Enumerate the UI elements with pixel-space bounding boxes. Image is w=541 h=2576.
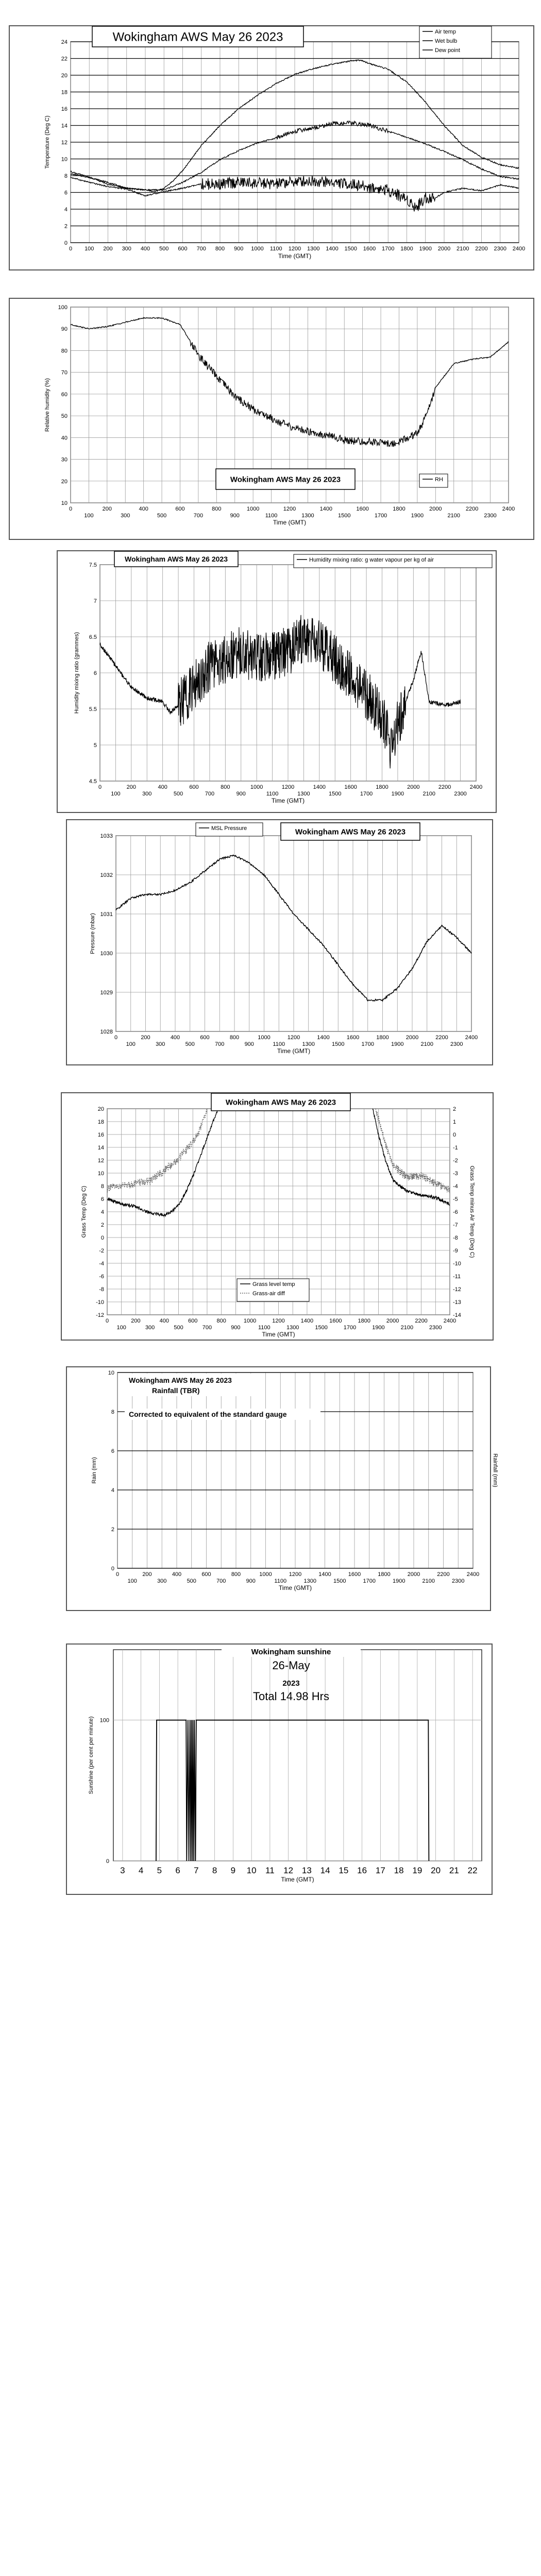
x-tick-label: 1600: [363, 246, 376, 252]
y-axis-label: Grass Temp (Deg C): [81, 1185, 87, 1238]
x-tick-label: 0: [114, 1035, 118, 1041]
x-tick-label: 2400: [443, 1318, 457, 1324]
x-tick-label: 1500: [332, 1041, 345, 1047]
x-tick-label: 1100: [266, 791, 279, 797]
mixing-ratio-chart-panel: [57, 550, 497, 813]
x-tick-label: 800: [229, 1035, 240, 1041]
y-tick-label: 8: [111, 1409, 114, 1415]
y-right-tick-label: -5: [453, 1196, 458, 1202]
x-tick-label: 1400: [313, 784, 326, 790]
x-tick-label: 2400: [469, 784, 483, 790]
y-tick-label: 2: [111, 1527, 114, 1533]
legend-label: RH: [435, 477, 443, 483]
y-tick-label: 30: [61, 456, 67, 463]
x-tick-label: 15: [339, 1866, 349, 1875]
x-tick-label: 2300: [429, 1325, 442, 1331]
x-tick-label: 1900: [419, 246, 432, 252]
x-tick-label: 1500: [333, 1578, 346, 1584]
x-tick-label: 2300: [484, 513, 497, 519]
x-axis-label: Time (GMT): [262, 1331, 295, 1338]
chart-annotation: Corrected to equivalent of the standard gauge: [129, 1410, 287, 1418]
x-tick-label: 2100: [447, 513, 460, 519]
x-tick-label: 100: [84, 513, 94, 519]
y-tick-label: 0: [106, 1858, 109, 1865]
x-axis-label: Time (GMT): [273, 519, 307, 526]
y-tick-label: 1031: [100, 911, 113, 918]
x-tick-label: 2300: [452, 1578, 465, 1584]
x-tick-label: 1400: [319, 506, 333, 512]
x-tick-label: 1200: [283, 506, 296, 512]
x-tick-label: 1000: [250, 784, 263, 790]
y-tick-label: 1029: [100, 990, 113, 996]
y-tick-label: 20: [61, 73, 67, 79]
x-tick-label: 1200: [281, 784, 295, 790]
y-tick-label: 100: [58, 304, 67, 311]
x-tick-label: 500: [174, 1325, 183, 1331]
x-tick-label: 1100: [269, 246, 282, 252]
x-tick-label: 400: [159, 1318, 170, 1324]
x-tick-label: 2400: [465, 1035, 478, 1041]
x-tick-label: 700: [205, 791, 215, 797]
y-tick-label: 22: [61, 56, 67, 62]
y-tick-label: 6.5: [89, 634, 97, 640]
x-tick-label: 200: [102, 506, 112, 512]
y-tick-label: 1032: [100, 872, 113, 878]
x-axis-label: Time (GMT): [277, 1047, 311, 1055]
x-tick-label: 1300: [307, 246, 320, 252]
x-tick-label: 1700: [363, 1578, 376, 1584]
x-tick-label: 600: [175, 506, 185, 512]
x-tick-label: 200: [141, 1035, 150, 1041]
x-tick-label: 600: [189, 784, 199, 790]
x-tick-label: 1300: [297, 791, 310, 797]
x-tick-label: 20: [431, 1866, 441, 1875]
x-tick-label: 2200: [437, 1571, 450, 1578]
y-axis-label: Relative humidity (%): [44, 378, 50, 432]
y-tick-label: 10: [97, 1171, 104, 1177]
x-axis-label: Time (GMT): [281, 1876, 314, 1883]
x-tick-label: 11: [265, 1866, 275, 1875]
x-tick-label: 1100: [258, 1325, 270, 1331]
legend-label: Wet bulb: [435, 38, 458, 44]
x-tick-label: 2000: [386, 1318, 399, 1324]
legend-label: Air temp: [435, 29, 456, 35]
x-tick-label: 9: [230, 1866, 236, 1875]
x-tick-label: 400: [139, 506, 148, 512]
x-tick-label: 2000: [437, 246, 451, 252]
chart-title: Wokingham AWS May 26 2023: [295, 827, 406, 837]
y-tick-label: 8: [100, 1183, 104, 1190]
x-tick-label: 1000: [243, 1318, 257, 1324]
x-tick-label: 900: [234, 246, 244, 252]
x-tick-label: 600: [201, 1571, 211, 1578]
y-right-tick-label: 0: [453, 1132, 457, 1138]
x-tick-label: 10: [246, 1866, 257, 1875]
y-tick-label: -6: [99, 1274, 104, 1280]
sunshine-chart: [67, 1645, 492, 1894]
x-tick-label: 300: [145, 1325, 155, 1331]
x-tick-label: 1800: [358, 1318, 370, 1324]
y-right-tick-label: -13: [453, 1299, 461, 1306]
y-right-axis-label: Grass Temp minus Air Temp (Deg C): [469, 1165, 475, 1258]
y-tick-label: -12: [96, 1312, 104, 1318]
x-tick-label: 800: [215, 246, 225, 252]
x-tick-label: 400: [170, 1035, 180, 1041]
temperature-chart: [10, 26, 533, 269]
x-tick-label: 200: [142, 1571, 152, 1578]
x-tick-label: 1500: [338, 513, 351, 519]
x-tick-label: 900: [246, 1578, 256, 1584]
x-tick-label: 1600: [346, 1035, 360, 1041]
x-tick-label: 1200: [288, 246, 301, 252]
chart-title: Wokingham AWS May 26 2023: [225, 1098, 336, 1107]
humidity-chart: [10, 299, 533, 539]
x-tick-label: 900: [236, 791, 246, 797]
y-tick-label: 0: [64, 240, 67, 246]
y-right-tick-label: -1: [453, 1145, 458, 1151]
x-tick-label: 5: [157, 1866, 162, 1875]
x-tick-label: 200: [103, 246, 113, 252]
y-tick-label: 1033: [100, 833, 113, 839]
chart-subtitle: Rainfall (TBR): [152, 1386, 200, 1395]
x-tick-label: 1300: [301, 513, 314, 519]
x-tick-label: 1900: [393, 1578, 405, 1584]
y-right-tick-label: -12: [453, 1286, 461, 1293]
x-tick-label: 100: [127, 1578, 137, 1584]
x-tick-label: 100: [116, 1325, 126, 1331]
x-tick-label: 400: [172, 1571, 182, 1578]
date-label: 26-May: [272, 1659, 310, 1672]
x-tick-label: 500: [159, 246, 169, 252]
x-tick-label: 2200: [438, 784, 451, 790]
x-tick-label: 300: [156, 1041, 165, 1047]
x-tick-label: 1500: [344, 246, 357, 252]
pressure-chart-panel: [66, 819, 493, 1065]
x-tick-label: 1300: [286, 1325, 299, 1331]
x-tick-label: 900: [244, 1041, 254, 1047]
x-tick-label: 2200: [475, 246, 488, 252]
x-tick-label: 2400: [466, 1571, 480, 1578]
y-tick-label: 6: [93, 670, 97, 676]
y-tick-label: 50: [61, 413, 67, 420]
x-tick-label: 1200: [272, 1318, 285, 1324]
x-tick-label: 200: [131, 1318, 141, 1324]
x-tick-label: 1500: [315, 1325, 328, 1331]
y-right-tick-label: -2: [453, 1158, 458, 1164]
pressure-chart: [67, 820, 492, 1064]
x-tick-label: 2100: [420, 1041, 433, 1047]
x-tick-label: 1200: [287, 1035, 300, 1041]
x-tick-label: 2000: [407, 784, 420, 790]
x-tick-label: 500: [185, 1041, 195, 1047]
y-tick-label: -2: [99, 1248, 104, 1254]
x-tick-label: 1900: [391, 1041, 404, 1047]
x-tick-label: 800: [231, 1571, 241, 1578]
x-tick-label: 800: [221, 784, 230, 790]
y-tick-label: 6: [111, 1448, 114, 1454]
y-tick-label: 1030: [100, 951, 113, 957]
x-tick-label: 1400: [317, 1035, 330, 1041]
x-tick-label: 700: [196, 246, 206, 252]
humidity-chart-panel: [9, 298, 534, 540]
x-tick-label: 2300: [454, 791, 467, 797]
y-tick-label: 70: [61, 369, 67, 376]
x-tick-label: 1000: [259, 1571, 272, 1578]
x-tick-label: 18: [394, 1866, 404, 1875]
x-tick-label: 0: [69, 506, 73, 512]
x-tick-label: 500: [187, 1578, 196, 1584]
y-tick-label: 10: [61, 156, 67, 163]
y-tick-label: 20: [61, 478, 67, 485]
x-tick-label: 7: [194, 1866, 199, 1875]
x-tick-label: 1700: [361, 1041, 374, 1047]
x-tick-label: 1600: [329, 1318, 342, 1324]
x-axis-label: Time (GMT): [271, 797, 305, 804]
x-tick-label: 600: [178, 246, 188, 252]
x-tick-label: 1200: [289, 1571, 302, 1578]
x-tick-label: 1900: [411, 513, 424, 519]
y-tick-label: 6: [64, 190, 67, 196]
y-tick-label: 80: [61, 348, 67, 354]
x-tick-label: 1300: [303, 1578, 316, 1584]
y-tick-label: 16: [97, 1132, 104, 1138]
x-tick-label: 600: [188, 1318, 198, 1324]
y-tick-label: 90: [61, 326, 67, 333]
legend-label: MSL Pressure: [211, 825, 247, 832]
x-tick-label: 1500: [329, 791, 342, 797]
x-tick-label: 0: [69, 246, 73, 252]
x-tick-label: 1300: [302, 1041, 315, 1047]
y-right-tick-label: 2: [453, 1106, 457, 1112]
chart-title: Wokingham AWS May 26 2023: [129, 1376, 232, 1384]
y-tick-label: 7.5: [89, 562, 97, 568]
x-tick-label: 500: [173, 791, 183, 797]
grass-temp-chart: [62, 1093, 493, 1340]
y-tick-label: 16: [61, 106, 67, 112]
x-tick-label: 1700: [382, 246, 395, 252]
x-tick-label: 19: [412, 1866, 422, 1875]
rainfall-chart: [67, 1367, 498, 1610]
y-tick-label: 0: [111, 1566, 114, 1572]
legend-label: Dew point: [435, 47, 460, 54]
x-tick-label: 1600: [348, 1571, 361, 1578]
x-tick-label: 1000: [251, 246, 264, 252]
x-tick-label: 8: [212, 1866, 217, 1875]
x-tick-label: 1800: [378, 1571, 391, 1578]
y-axis-label: Sunshine (per cent per minute): [88, 1716, 94, 1794]
y-tick-label: 20: [97, 1106, 104, 1112]
x-tick-label: 1100: [274, 1578, 287, 1584]
y-tick-label: 7: [93, 598, 97, 604]
y-right-tick-label: -7: [453, 1222, 458, 1228]
x-tick-label: 100: [84, 246, 94, 252]
x-tick-label: 1700: [343, 1325, 357, 1331]
x-tick-label: 500: [157, 513, 167, 519]
x-tick-label: 22: [467, 1866, 478, 1875]
y-tick-label: 18: [97, 1119, 104, 1125]
x-tick-label: 300: [122, 246, 131, 252]
x-tick-label: 0: [98, 784, 102, 790]
x-tick-label: 2000: [429, 506, 442, 512]
x-tick-label: 1800: [393, 506, 405, 512]
total-label: Total 14.98 Hrs: [253, 1690, 329, 1703]
x-tick-label: 1000: [258, 1035, 270, 1041]
x-tick-label: 12: [283, 1866, 294, 1875]
y-right-tick-label: -9: [453, 1248, 458, 1254]
x-tick-label: 2200: [415, 1318, 428, 1324]
legend-label: Grass level temp: [252, 1281, 295, 1287]
y-tick-label: 8: [64, 173, 67, 179]
x-tick-label: 900: [230, 513, 240, 519]
y-tick-label: 24: [61, 39, 67, 45]
chart-title: Wokingham sunshine: [251, 1648, 331, 1656]
x-tick-label: 1100: [265, 513, 278, 519]
x-tick-label: 1400: [300, 1318, 314, 1324]
y-tick-label: 40: [61, 435, 67, 442]
chart-title: Wokingham AWS May 26 2023: [230, 475, 341, 484]
x-tick-label: 0: [115, 1571, 120, 1578]
x-tick-label: 17: [375, 1866, 385, 1875]
y-right-axis-label: Rainfall (mm): [492, 1453, 498, 1487]
x-tick-label: 1800: [376, 784, 388, 790]
x-tick-label: 2000: [405, 1035, 419, 1041]
x-tick-label: 800: [216, 1318, 226, 1324]
y-tick-label: 0: [100, 1235, 104, 1241]
y-right-tick-label: -8: [453, 1235, 458, 1241]
y-tick-label: 100: [99, 1717, 109, 1724]
legend-label: Humidity mixing ratio: g water vapour per kg of air: [309, 557, 434, 563]
y-tick-label: 14: [61, 123, 67, 129]
y-tick-label: -10: [96, 1299, 104, 1306]
x-tick-label: 3: [120, 1866, 125, 1875]
x-tick-label: 1800: [376, 1035, 389, 1041]
y-tick-label: 4: [64, 207, 67, 213]
y-right-tick-label: -14: [453, 1312, 461, 1318]
y-tick-label: 4: [111, 1487, 114, 1494]
legend-label: Grass-air diff: [252, 1291, 285, 1297]
x-tick-label: 1000: [246, 506, 260, 512]
y-tick-label: 2: [64, 223, 67, 230]
x-tick-label: 1800: [400, 246, 413, 252]
x-tick-label: 2000: [407, 1571, 420, 1578]
y-tick-label: 1028: [100, 1029, 113, 1035]
x-tick-label: 2400: [502, 506, 515, 512]
grass-temp-chart-panel: [61, 1092, 494, 1341]
y-axis-label: Humidity mixing ratio (grammes): [74, 632, 80, 714]
x-tick-label: 2400: [512, 246, 526, 252]
sunshine-chart-panel: [66, 1643, 493, 1895]
x-tick-label: 300: [157, 1578, 167, 1584]
x-axis-label: Time (GMT): [278, 252, 312, 260]
y-axis-label: Temperature (Deg C): [44, 115, 50, 169]
y-right-tick-label: -4: [453, 1183, 458, 1190]
y-tick-label: 5.5: [89, 706, 97, 713]
x-tick-label: 1400: [318, 1571, 331, 1578]
x-tick-label: 2100: [400, 1325, 414, 1331]
y-right-tick-label: -11: [453, 1274, 461, 1280]
x-tick-label: 1400: [326, 246, 339, 252]
x-tick-label: 0: [105, 1318, 109, 1324]
x-tick-label: 600: [200, 1035, 210, 1041]
x-tick-label: 700: [193, 513, 204, 519]
x-tick-label: 400: [158, 784, 167, 790]
x-tick-label: 21: [449, 1866, 459, 1875]
y-tick-label: -4: [99, 1261, 104, 1267]
legend-box: [419, 474, 448, 487]
x-tick-label: 2200: [435, 1035, 448, 1041]
x-tick-label: 800: [212, 506, 222, 512]
y-tick-label: 10: [61, 500, 67, 506]
x-tick-label: 700: [202, 1325, 212, 1331]
y-tick-label: 18: [61, 89, 67, 96]
chart-title: Wokingham AWS May 26 2023: [112, 30, 283, 44]
y-right-tick-label: -6: [453, 1209, 458, 1215]
y-tick-label: 60: [61, 391, 67, 398]
chart-title: Wokingham AWS May 26 2023: [125, 554, 228, 563]
y-tick-label: 10: [108, 1370, 114, 1376]
x-tick-label: 1700: [374, 513, 387, 519]
y-right-tick-label: -10: [453, 1261, 461, 1267]
mixing-ratio-chart: [58, 551, 496, 812]
y-tick-label: -8: [99, 1286, 104, 1293]
x-tick-label: 16: [357, 1866, 367, 1875]
x-tick-label: 2100: [422, 1578, 435, 1584]
x-tick-label: 300: [142, 791, 152, 797]
y-axis-label: Rain (mm): [91, 1457, 97, 1484]
x-tick-label: 2300: [494, 246, 506, 252]
x-tick-label: 2100: [457, 246, 469, 252]
x-tick-label: 100: [111, 791, 121, 797]
y-tick-label: 5: [93, 742, 97, 749]
x-tick-label: 200: [126, 784, 137, 790]
x-tick-label: 2200: [465, 506, 479, 512]
y-axis-label: Pressure (mbar): [90, 913, 96, 954]
y-tick-label: 4.5: [89, 778, 97, 785]
y-right-tick-label: -3: [453, 1171, 458, 1177]
x-tick-label: 13: [301, 1866, 312, 1875]
x-tick-label: 2100: [422, 791, 435, 797]
x-tick-label: 700: [215, 1041, 225, 1047]
x-tick-label: 1600: [356, 506, 369, 512]
y-tick-label: 14: [97, 1145, 104, 1151]
x-axis-label: Time (GMT): [278, 1584, 312, 1591]
y-tick-label: 6: [100, 1196, 104, 1202]
x-tick-label: 1900: [372, 1325, 385, 1331]
rainfall-chart-panel: [66, 1366, 498, 1611]
x-tick-label: 400: [140, 246, 150, 252]
x-tick-label: 700: [216, 1578, 226, 1584]
x-tick-label: 1700: [360, 791, 373, 797]
x-tick-label: 100: [126, 1041, 136, 1047]
x-tick-label: 14: [320, 1866, 330, 1875]
y-tick-label: 12: [61, 140, 67, 146]
x-tick-label: 900: [231, 1325, 241, 1331]
x-tick-label: 1900: [391, 791, 404, 797]
y-tick-label: 4: [100, 1209, 104, 1215]
x-tick-label: 2300: [450, 1041, 463, 1047]
x-tick-label: 1600: [344, 784, 357, 790]
x-tick-label: 4: [138, 1866, 144, 1875]
x-tick-label: 6: [175, 1866, 180, 1875]
temperature-chart-panel: [9, 25, 534, 270]
y-tick-label: 12: [97, 1158, 104, 1164]
x-tick-label: 300: [121, 513, 130, 519]
x-tick-label: 1100: [273, 1041, 285, 1047]
y-right-tick-label: 1: [453, 1119, 457, 1125]
year-label: 2023: [282, 1679, 300, 1688]
y-tick-label: 2: [100, 1222, 104, 1228]
